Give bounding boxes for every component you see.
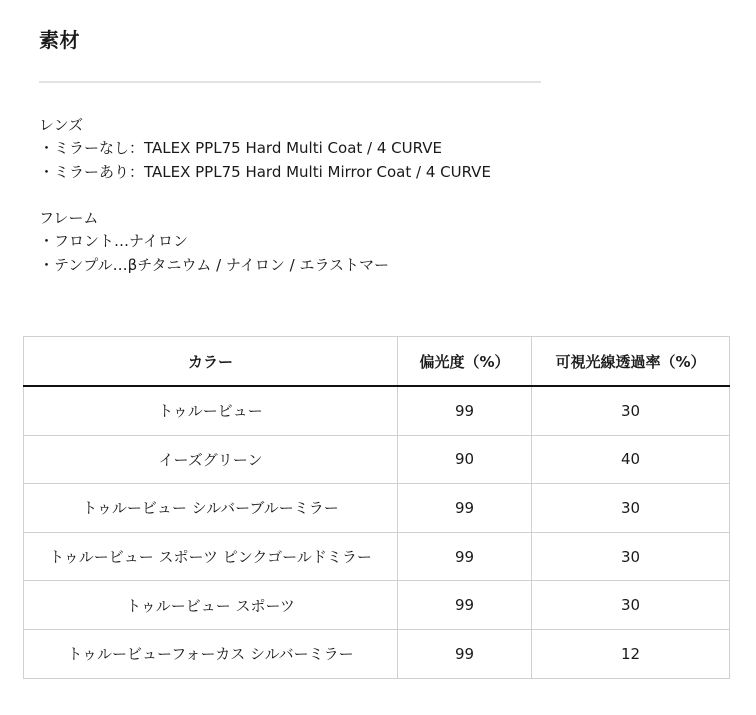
table-row	[24, 629, 730, 678]
header-transmittance: 可視光線透過率（%）	[532, 337, 730, 387]
header-color: カラー	[24, 337, 398, 387]
lens-item: ・ミラーあり：TALEX PPL75 Hard Multi Mirror Coat / 4 CURVE	[39, 162, 491, 181]
table-row	[24, 532, 730, 581]
cell-polarization: 99	[398, 484, 532, 533]
cell-transmittance: 30	[532, 532, 730, 581]
table-row	[24, 581, 730, 630]
table-row	[24, 435, 730, 484]
cell-transmittance: 30	[532, 484, 730, 533]
frame-item: ・テンプル…βチタニウム / ナイロン / エラストマー	[39, 255, 390, 274]
table-header-row	[24, 337, 730, 387]
cell-polarization: 99	[398, 629, 532, 678]
lens-item: ・ミラーなし：TALEX PPL75 Hard Multi Coat / 4 CURVE	[39, 139, 442, 158]
table-row	[24, 484, 730, 533]
cell-polarization: 99	[398, 581, 532, 630]
cell-transmittance: 30	[532, 581, 730, 630]
section-divider	[39, 81, 541, 83]
cell-polarization: 90	[398, 435, 532, 484]
cell-color: トゥルービュー スポーツ	[24, 581, 398, 630]
header-polarization: 偏光度（%）	[398, 337, 532, 387]
cell-transmittance: 30	[532, 386, 730, 435]
cell-transmittance: 40	[532, 435, 730, 484]
section-title: 素材	[39, 28, 80, 52]
cell-transmittance: 12	[532, 629, 730, 678]
cell-color: トゥルービュー シルバーブルーミラー	[24, 484, 398, 533]
lens-spec	[39, 114, 491, 184]
cell-color: イーズグリーン	[24, 435, 398, 484]
cell-color: トゥルービュー スポーツ ピンクゴールドミラー	[24, 532, 398, 581]
frame-label: フレーム	[39, 209, 99, 227]
table-row	[24, 386, 730, 435]
cell-polarization: 99	[398, 532, 532, 581]
cell-polarization: 99	[398, 386, 532, 435]
cell-color: トゥルービューフォーカス シルバーミラー	[24, 629, 398, 678]
cell-color: トゥルービュー	[24, 386, 398, 435]
lens-spec-table	[23, 336, 730, 679]
frame-item: ・フロント…ナイロン	[39, 232, 188, 251]
lens-label: レンズ	[39, 116, 84, 134]
frame-spec	[39, 207, 389, 277]
